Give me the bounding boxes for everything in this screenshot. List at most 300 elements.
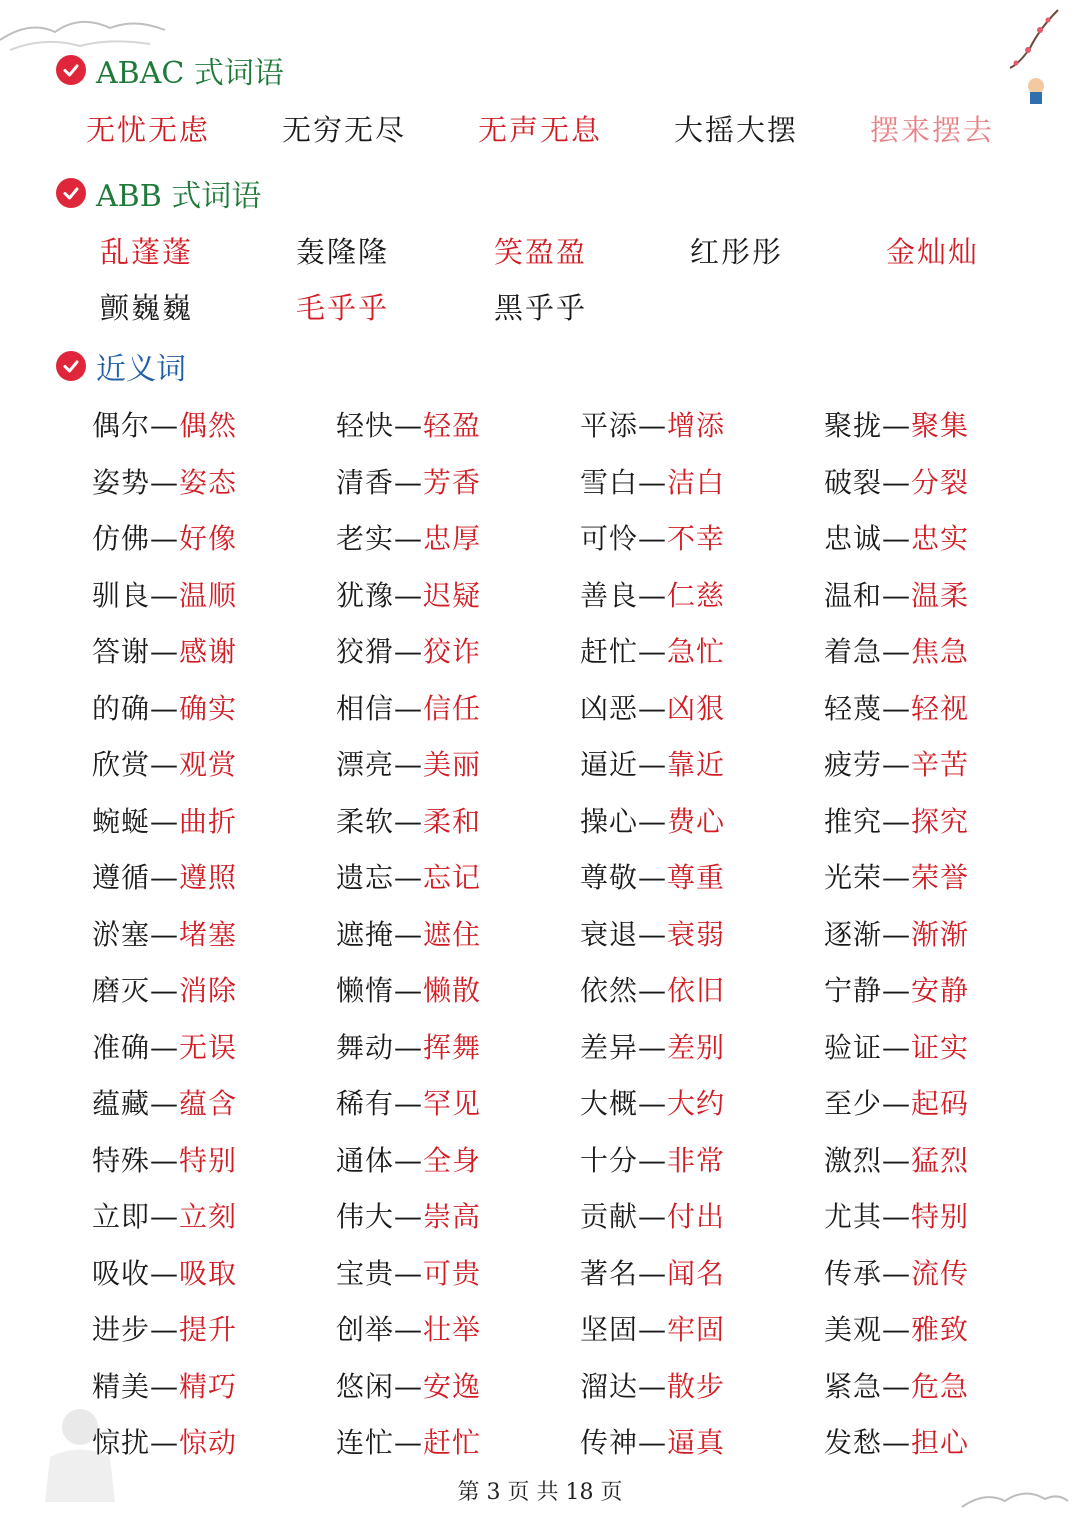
- synonym-row: [0, 1026, 1080, 1083]
- synonym-answer: 凶狠: [667, 691, 726, 725]
- synonym-pair: [336, 517, 481, 561]
- synonym-answer: 猛烈: [911, 1143, 970, 1177]
- synonym-answer: 急忙: [667, 635, 726, 668]
- synonym-pair: [824, 1139, 969, 1183]
- synonym-answer: 焦急: [911, 635, 970, 668]
- synonym-row: [0, 1308, 1080, 1365]
- synonym-pair: [824, 1308, 969, 1352]
- synonym-answer: 观赏: [179, 748, 238, 781]
- synonym-word: 操心: [580, 804, 639, 838]
- synonym-pair: [336, 1421, 481, 1465]
- synonym-answer: 确实: [179, 691, 238, 725]
- synonym-word: 尊敬: [580, 861, 639, 894]
- synonym-answer: 偶然: [179, 409, 238, 442]
- synonym-answer: 遵照: [179, 861, 238, 894]
- synonym-word: 传承: [824, 1256, 883, 1290]
- synonym-pair: [824, 743, 969, 787]
- synonym-pair: [336, 1308, 481, 1352]
- synonym-answer: 非常: [667, 1143, 726, 1177]
- synonym-dash: —: [394, 522, 424, 555]
- synonym-pair: [92, 743, 237, 787]
- abac-word: 摆来摆去: [870, 113, 995, 147]
- synonym-row: [0, 969, 1080, 1026]
- synonym-row: [0, 800, 1080, 857]
- synonym-word: 相信: [336, 691, 395, 725]
- synonym-word: 宝贵: [336, 1256, 395, 1290]
- synonym-word: 善良: [580, 578, 639, 612]
- synonym-answer: 靠近: [667, 748, 726, 781]
- synonym-pair: [92, 404, 237, 448]
- synonym-word: 悠闲: [336, 1369, 395, 1403]
- synonym-pair: [824, 913, 969, 957]
- synonym-word: 激烈: [824, 1143, 883, 1177]
- abac-word: 无穷无尽: [282, 113, 407, 147]
- synonym-answer: 特别: [911, 1200, 970, 1233]
- synonym-answer: 大约: [667, 1087, 726, 1120]
- synonym-dash: —: [394, 748, 424, 781]
- synonym-answer: 芳香: [423, 465, 482, 499]
- synonym-pair: [336, 969, 481, 1013]
- synonym-dash: —: [394, 1087, 424, 1120]
- synonym-dash: —: [150, 1256, 180, 1290]
- synonym-row: [0, 630, 1080, 687]
- synonym-answer: 危急: [911, 1369, 970, 1403]
- synonym-word: 连忙: [336, 1426, 395, 1459]
- synonym-dash: —: [638, 1369, 668, 1403]
- synonym-answer: 感谢: [179, 635, 238, 668]
- synonym-answer: 散步: [667, 1369, 726, 1403]
- synonym-dash: —: [150, 1087, 180, 1120]
- synonym-pair: [580, 1082, 725, 1126]
- synonym-dash: —: [394, 1256, 424, 1290]
- synonym-answer: 柔和: [423, 804, 482, 838]
- synonym-answer: 忠厚: [423, 522, 482, 555]
- synonym-word: 遮掩: [336, 917, 395, 951]
- synonym-pair: [336, 800, 481, 844]
- synonym-pair: [92, 913, 237, 957]
- synonym-pair: [92, 630, 237, 674]
- synonym-pair: [92, 1082, 237, 1126]
- synonym-answer: 提升: [179, 1313, 238, 1346]
- synonym-word: 著名: [580, 1256, 639, 1290]
- synonym-answer: 赶忙: [423, 1426, 482, 1459]
- abb-word-row-2: [0, 286, 1080, 330]
- synonym-word: 懒惰: [336, 974, 395, 1007]
- synonym-dash: —: [882, 578, 912, 612]
- synonym-pair: [824, 1195, 969, 1239]
- section-title-text: ABAC 式词语: [96, 56, 284, 91]
- synonym-dash: —: [638, 578, 668, 612]
- synonym-word: 轻蔑: [824, 691, 883, 725]
- synonym-dash: —: [150, 691, 180, 725]
- synonym-pair: [824, 574, 969, 618]
- synonym-pair: [336, 1195, 481, 1239]
- synonym-word: 特殊: [92, 1143, 151, 1177]
- synonym-dash: —: [394, 861, 424, 894]
- synonym-answer: 起码: [911, 1087, 970, 1120]
- synonym-pair: [580, 404, 725, 448]
- synonym-pair: [92, 1421, 237, 1465]
- synonym-word: 逼近: [580, 748, 639, 781]
- synonym-word: 着急: [824, 635, 883, 668]
- synonym-row: [0, 517, 1080, 574]
- synonym-word: 发愁: [824, 1426, 883, 1459]
- synonym-word: 平添: [580, 409, 639, 442]
- synonym-dash: —: [150, 1313, 180, 1346]
- synonym-word: 吸收: [92, 1256, 151, 1290]
- synonym-answer: 分裂: [911, 465, 970, 499]
- synonym-pair: [580, 856, 725, 900]
- synonym-word: 温和: [824, 578, 883, 612]
- synonym-word: 柔软: [336, 804, 395, 838]
- synonym-answer: 轻盈: [423, 409, 482, 442]
- synonym-pair: [336, 1082, 481, 1126]
- synonym-pair: [824, 856, 969, 900]
- synonym-answer: 温柔: [911, 578, 970, 612]
- synonym-dash: —: [882, 409, 912, 442]
- synonym-pair: [336, 461, 481, 505]
- synonym-dash: —: [638, 465, 668, 499]
- synonym-dash: —: [638, 635, 668, 668]
- synonym-word: 通体: [336, 1143, 395, 1177]
- synonym-pair: [580, 800, 725, 844]
- synonym-answer: 担心: [911, 1426, 970, 1459]
- abb-word: 乱蓬蓬: [100, 235, 194, 269]
- synonym-dash: —: [882, 804, 912, 838]
- synonym-word: 美观: [824, 1313, 883, 1346]
- synonym-pair: [580, 687, 725, 731]
- synonym-dash: —: [394, 1143, 424, 1177]
- synonym-row: [0, 743, 1080, 800]
- synonym-pair: [580, 1365, 725, 1409]
- synonym-answer: 无误: [179, 1030, 238, 1064]
- synonym-word: 雪白: [580, 465, 639, 499]
- synonym-dash: —: [150, 748, 180, 781]
- synonym-answer: 不幸: [667, 522, 726, 555]
- synonym-answer: 遮住: [423, 917, 482, 951]
- synonym-answer: 狡诈: [423, 635, 482, 668]
- synonym-answer: 付出: [667, 1200, 726, 1233]
- synonym-pair: [824, 969, 969, 1013]
- synonym-pair: [580, 630, 725, 674]
- synonym-word: 尤其: [824, 1200, 883, 1233]
- synonym-word: 立即: [92, 1200, 151, 1233]
- synonym-pair: [92, 1139, 237, 1183]
- synonym-pair: [92, 1308, 237, 1352]
- synonym-pair: [824, 1252, 969, 1296]
- abac-word: 无声无息: [478, 113, 603, 147]
- synonym-pair: [92, 1026, 237, 1070]
- synonym-dash: —: [150, 1143, 180, 1177]
- synonym-word: 欣赏: [92, 748, 151, 781]
- synonym-answer: 惊动: [179, 1426, 238, 1459]
- synonym-dash: —: [882, 1313, 912, 1346]
- synonym-dash: —: [394, 465, 424, 499]
- synonym-answer: 消除: [179, 974, 238, 1007]
- synonym-dash: —: [150, 917, 180, 951]
- synonym-pair: [92, 1252, 237, 1296]
- synonym-word: 偶尔: [92, 409, 151, 442]
- synonym-answer: 渐渐: [911, 917, 970, 951]
- synonym-pair: [824, 1026, 969, 1070]
- synonym-answer: 懒散: [423, 974, 482, 1007]
- synonym-word: 进步: [92, 1313, 151, 1346]
- synonym-dash: —: [394, 1313, 424, 1346]
- synonym-word: 清香: [336, 465, 395, 499]
- synonym-pair: [92, 1195, 237, 1239]
- synonym-answer: 差别: [667, 1030, 726, 1064]
- synonym-dash: —: [882, 1369, 912, 1403]
- synonym-word: 稀有: [336, 1087, 395, 1120]
- synonym-dash: —: [638, 409, 668, 442]
- synonym-word: 老实: [336, 522, 395, 555]
- synonym-answer: 好像: [179, 522, 238, 555]
- synonym-pair: [336, 743, 481, 787]
- synonym-pair: [580, 743, 725, 787]
- synonym-pair: [824, 1421, 969, 1465]
- synonym-answer: 忘记: [423, 861, 482, 894]
- synonym-dash: —: [638, 522, 668, 555]
- synonym-answer: 牢固: [667, 1313, 726, 1346]
- synonym-dash: —: [638, 1143, 668, 1177]
- synonym-dash: —: [638, 1313, 668, 1346]
- synonym-row: [0, 1082, 1080, 1139]
- synonym-answer: 忠实: [911, 522, 970, 555]
- synonym-word: 聚拢: [824, 409, 883, 442]
- synonym-dash: —: [882, 748, 912, 781]
- synonym-answer: 特别: [179, 1143, 238, 1177]
- synonym-word: 破裂: [824, 465, 883, 499]
- synonym-answer: 探究: [911, 804, 970, 838]
- synonym-word: 传神: [580, 1426, 639, 1459]
- synonym-pair: [336, 687, 481, 731]
- synonym-word: 忠诚: [824, 522, 883, 555]
- synonym-word: 大概: [580, 1087, 639, 1120]
- synonym-word: 凶恶: [580, 691, 639, 725]
- synonym-dash: —: [150, 861, 180, 894]
- synonym-pair: [336, 1139, 481, 1183]
- synonym-dash: —: [150, 1369, 180, 1403]
- synonym-dash: —: [882, 861, 912, 894]
- abb-word: 毛乎乎: [296, 291, 390, 325]
- synonym-pair: [92, 856, 237, 900]
- synonym-pair: [336, 1026, 481, 1070]
- synonym-answer: 安逸: [423, 1369, 482, 1403]
- synonym-pair: [92, 517, 237, 561]
- synonym-pair: [336, 856, 481, 900]
- abb-word-row-1: [0, 230, 1080, 274]
- synonym-answer: 轻视: [911, 691, 970, 725]
- synonym-pair: [336, 1252, 481, 1296]
- synonym-word: 十分: [580, 1143, 639, 1177]
- synonym-pair: [824, 517, 969, 561]
- synonym-dash: —: [882, 1200, 912, 1233]
- synonym-word: 推究: [824, 804, 883, 838]
- synonym-word: 驯良: [92, 578, 151, 612]
- synonym-answer: 增添: [667, 409, 726, 442]
- synonym-answer: 崇高: [423, 1200, 482, 1233]
- synonym-pair: [336, 630, 481, 674]
- synonym-dash: —: [394, 917, 424, 951]
- synonym-pair: [92, 969, 237, 1013]
- synonym-pair: [580, 1139, 725, 1183]
- synonym-dash: —: [394, 691, 424, 725]
- synonym-dash: —: [638, 1200, 668, 1233]
- synonym-answer: 流传: [911, 1256, 970, 1290]
- synonym-dash: —: [882, 974, 912, 1007]
- synonym-word: 犹豫: [336, 578, 395, 612]
- synonym-answer: 信任: [423, 691, 482, 725]
- synonym-grid: [0, 404, 1080, 1478]
- synonym-dash: —: [150, 1030, 180, 1064]
- synonym-pair: [824, 630, 969, 674]
- synonym-word: 姿势: [92, 465, 151, 499]
- synonym-answer: 洁白: [667, 465, 726, 499]
- synonym-dash: —: [394, 804, 424, 838]
- synonym-answer: 聚集: [911, 409, 970, 442]
- synonym-pair: [580, 913, 725, 957]
- synonym-pair: [824, 461, 969, 505]
- synonym-word: 逐渐: [824, 917, 883, 951]
- abb-word: 颤巍巍: [100, 291, 194, 325]
- synonym-pair: [824, 404, 969, 448]
- synonym-word: 答谢: [92, 635, 151, 668]
- synonym-dash: —: [638, 1426, 668, 1459]
- synonym-dash: —: [638, 974, 668, 1007]
- synonym-word: 溜达: [580, 1369, 639, 1403]
- section-title-text: 近义词: [96, 352, 186, 387]
- synonym-dash: —: [638, 1256, 668, 1290]
- synonym-pair: [580, 1308, 725, 1352]
- synonym-answer: 衰弱: [667, 917, 726, 951]
- synonym-answer: 仁慈: [667, 578, 726, 612]
- synonym-word: 依然: [580, 974, 639, 1007]
- synonym-pair: [92, 461, 237, 505]
- synonym-word: 遗忘: [336, 861, 395, 894]
- synonym-answer: 迟疑: [423, 578, 482, 612]
- synonym-pair: [336, 404, 481, 448]
- synonym-row: [0, 913, 1080, 970]
- synonym-dash: —: [394, 409, 424, 442]
- synonym-word: 衰退: [580, 917, 639, 951]
- synonym-dash: —: [394, 1030, 424, 1064]
- synonym-dash: —: [638, 748, 668, 781]
- synonym-dash: —: [882, 691, 912, 725]
- check-icon: [56, 351, 86, 381]
- synonym-dash: —: [150, 578, 180, 612]
- synonym-pair: [92, 800, 237, 844]
- abb-word: 轰隆隆: [296, 235, 390, 269]
- synonym-word: 淤塞: [92, 917, 151, 951]
- synonym-dash: —: [882, 1087, 912, 1120]
- synonym-answer: 费心: [667, 804, 726, 838]
- abb-word: 红彤彤: [690, 235, 784, 269]
- synonym-pair: [824, 687, 969, 731]
- synonym-word: 准确: [92, 1030, 151, 1064]
- synonym-dash: —: [394, 578, 424, 612]
- synonym-word: 狡猾: [336, 635, 395, 668]
- synonym-dash: —: [150, 974, 180, 1007]
- synonym-pair: [580, 517, 725, 561]
- synonym-word: 轻快: [336, 409, 395, 442]
- synonym-row: [0, 687, 1080, 744]
- synonym-word: 坚固: [580, 1313, 639, 1346]
- synonym-pair: [336, 1365, 481, 1409]
- synonym-pair: [92, 574, 237, 618]
- synonym-dash: —: [638, 861, 668, 894]
- synonym-dash: —: [882, 635, 912, 668]
- synonym-answer: 依旧: [667, 974, 726, 1007]
- synonym-dash: —: [150, 465, 180, 499]
- synonym-dash: —: [150, 635, 180, 668]
- synonym-dash: —: [882, 1426, 912, 1459]
- synonym-pair: [580, 1195, 725, 1239]
- synonym-word: 仿佛: [92, 522, 151, 555]
- synonym-answer: 闻名: [667, 1256, 726, 1290]
- synonym-answer: 尊重: [667, 861, 726, 894]
- synonym-word: 差异: [580, 1030, 639, 1064]
- synonym-word: 遵循: [92, 861, 151, 894]
- synonym-row: [0, 1365, 1080, 1422]
- synonym-word: 疲劳: [824, 748, 883, 781]
- synonym-pair: [824, 800, 969, 844]
- check-icon: [56, 178, 86, 208]
- synonym-word: 贡献: [580, 1200, 639, 1233]
- synonym-dash: —: [882, 522, 912, 555]
- synonym-answer: 壮举: [423, 1313, 482, 1346]
- synonym-dash: —: [638, 917, 668, 951]
- synonym-dash: —: [882, 1143, 912, 1177]
- synonym-dash: —: [150, 409, 180, 442]
- synonym-word: 蜿蜒: [92, 804, 151, 838]
- plum-blossom-boy-decoration: [990, 8, 1060, 108]
- synonym-word: 伟大: [336, 1200, 395, 1233]
- synonym-dash: —: [150, 1200, 180, 1233]
- synonym-dash: —: [150, 1426, 180, 1459]
- abac-word: 无忧无虑: [86, 113, 211, 147]
- synonym-row: [0, 404, 1080, 461]
- synonym-answer: 全身: [423, 1143, 482, 1177]
- check-icon: [56, 55, 86, 85]
- abb-word: 金灿灿: [886, 235, 980, 269]
- synonym-word: 漂亮: [336, 748, 395, 781]
- synonym-answer: 立刻: [179, 1200, 238, 1233]
- synonym-answer: 罕见: [423, 1087, 482, 1120]
- synonym-pair: [336, 913, 481, 957]
- synonym-answer: 精巧: [179, 1369, 238, 1403]
- synonym-answer: 安静: [911, 974, 970, 1007]
- synonym-answer: 可贵: [423, 1256, 482, 1290]
- synonym-word: 赶忙: [580, 635, 639, 668]
- section-title-text: ABB 式词语: [96, 179, 262, 214]
- synonym-pair: [580, 1421, 725, 1465]
- synonym-word: 舞动: [336, 1030, 395, 1064]
- synonym-answer: 姿态: [179, 465, 238, 499]
- synonym-dash: —: [394, 974, 424, 1007]
- synonym-answer: 荣誉: [911, 861, 970, 894]
- synonym-dash: —: [882, 465, 912, 499]
- synonym-dash: —: [882, 917, 912, 951]
- synonym-row: [0, 1195, 1080, 1252]
- synonym-word: 的确: [92, 691, 151, 725]
- synonym-answer: 挥舞: [423, 1030, 482, 1064]
- synonym-dash: —: [638, 1087, 668, 1120]
- synonym-row: [0, 1421, 1080, 1478]
- synonym-dash: —: [150, 522, 180, 555]
- synonym-pair: [92, 1365, 237, 1409]
- synonym-row: [0, 574, 1080, 631]
- abac-word: 大摇大摆: [674, 113, 799, 147]
